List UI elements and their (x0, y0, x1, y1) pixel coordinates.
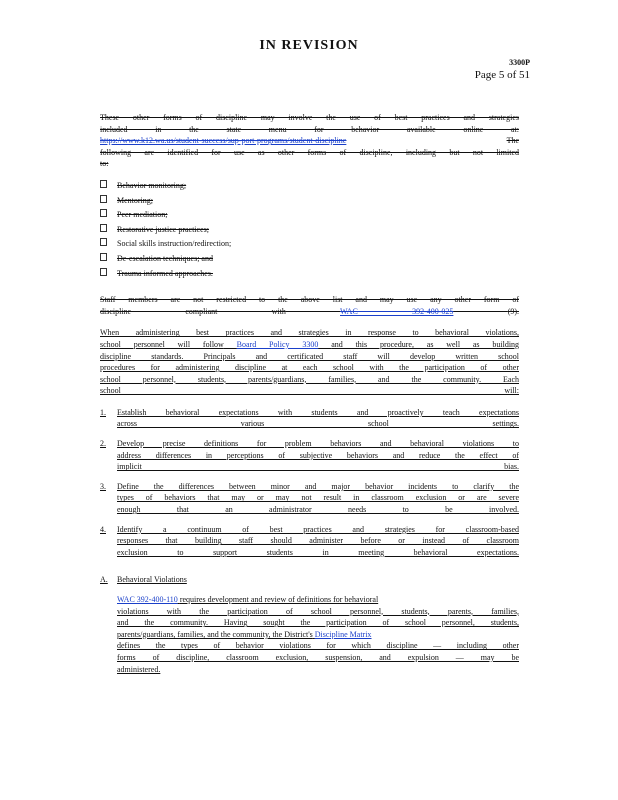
intro-line: to: (100, 159, 109, 169)
intro-line: The (506, 136, 519, 146)
staff-paragraph (100, 294, 519, 317)
section-a-body: WAC 392-400-110 requires development and review of definitions for behavioral violations with the participation of school personnel, students, parents, families, and the community. Having sought the participation of school personnel, students, parents/guardians, families, and the community, the District's Discipline Matrix defines the types of behavior violations for which discipline — including other forms of discipline, classroom exclusion, suspension, and expulsion — may be administered. (117, 595, 519, 674)
list-item: Peer mediation; (100, 209, 519, 224)
admin-line: school will: (100, 386, 519, 396)
list-item: 3. Define the differences between minor and major behavior incidents to clarify the types of behaviors that may or may not result in classroom exclusion or are severe enough that an administrator needs to be involved. (100, 481, 519, 515)
discipline-forms-list (100, 180, 519, 282)
checkbox-bullet-icon (100, 180, 107, 188)
admin-line: procedures for administering discipline at each school with the participation of other (100, 363, 519, 373)
admin-line: discipline standards. Principals and certificated staff will develop written school (100, 351, 519, 361)
checkbox-bullet-icon (100, 268, 107, 276)
intro-link-line (100, 135, 519, 147)
admin-line-2: school personnel will follow Board Policy 3300 and this procedure, as well as building (100, 339, 520, 349)
intro-line: following are identified for use as other forms of discipline, including but not limited (100, 147, 519, 157)
list-item: 2. Develop precise definitions for problem behaviors and behavioral violations to address differences in perceptions of subjective behaviors and reduce the effect of implicit bias. (100, 439, 519, 472)
board-policy-link[interactable]: Board Policy 3300 (236, 339, 319, 349)
list-item: 4. Identify a continuum of best practices and strategies for classroom-based responses that building staff should administer before or instead of classroom exclusion to support students in meeting behavioral expectations. (100, 524, 519, 557)
list-item: Behavior monitoring; (100, 180, 519, 195)
section-a-heading: A. Behavioral Violations (100, 575, 187, 585)
checkbox-bullet-icon (100, 224, 107, 232)
discipline-menu-link[interactable]: https://www.k12.wa.us/student-success/sup-port-programs/student-discipline (100, 136, 347, 146)
document-body (100, 112, 519, 675)
admin-line: school personnel, students, parents/guardians, families, and the community. Each (100, 374, 519, 384)
page-number: Page 5 of 51 (474, 69, 530, 81)
list-item: Restorative justice practices; (100, 224, 519, 239)
staff-line: Staff members are not restricted to the above list and may use any other form of (100, 295, 519, 305)
intro-paragraph (100, 112, 519, 170)
checkbox-bullet-icon (100, 238, 107, 246)
policy-number: 3300P (509, 58, 530, 67)
checkbox-bullet-icon (100, 209, 107, 217)
list-item: De-escalation techniques; and (100, 253, 519, 268)
school-duties-list (100, 407, 519, 559)
intro-line: These other forms of discipline may involve the use of best practices and strategies (100, 113, 519, 122)
list-item: Social skills instruction/redirection; (100, 238, 519, 253)
list-item: 1. Establish behavioral expectations with students and proactively teach expectations across various school settings. (100, 407, 519, 429)
wac-025-link[interactable]: WAC 392-400-025 (340, 306, 454, 316)
list-item: Mentoring; (100, 195, 519, 210)
revision-title: IN REVISION (259, 38, 359, 53)
section-a-line-4: parents/guardians, families, and the community, the District's Discipline Matrix (117, 629, 372, 639)
administering-paragraph (100, 327, 519, 397)
checkbox-bullet-icon (100, 195, 107, 203)
admin-line: When administering best practices and strategies in response to behavioral violations, (100, 328, 519, 338)
checkbox-bullet-icon (100, 253, 107, 261)
intro-line: included in the state menu for behavior available online at: (100, 124, 519, 134)
list-item: Trauma informed approaches. (100, 268, 519, 283)
section-a-line-1: WAC 392-400-110 requires development and review of definitions for behavioral (117, 595, 379, 604)
discipline-matrix-link[interactable]: Discipline Matrix (314, 629, 372, 639)
wac-110-link[interactable]: WAC 392-400-110 (117, 595, 178, 604)
staff-line-2: discipline compliant with WAC 392-400-025 (9). (100, 306, 520, 316)
